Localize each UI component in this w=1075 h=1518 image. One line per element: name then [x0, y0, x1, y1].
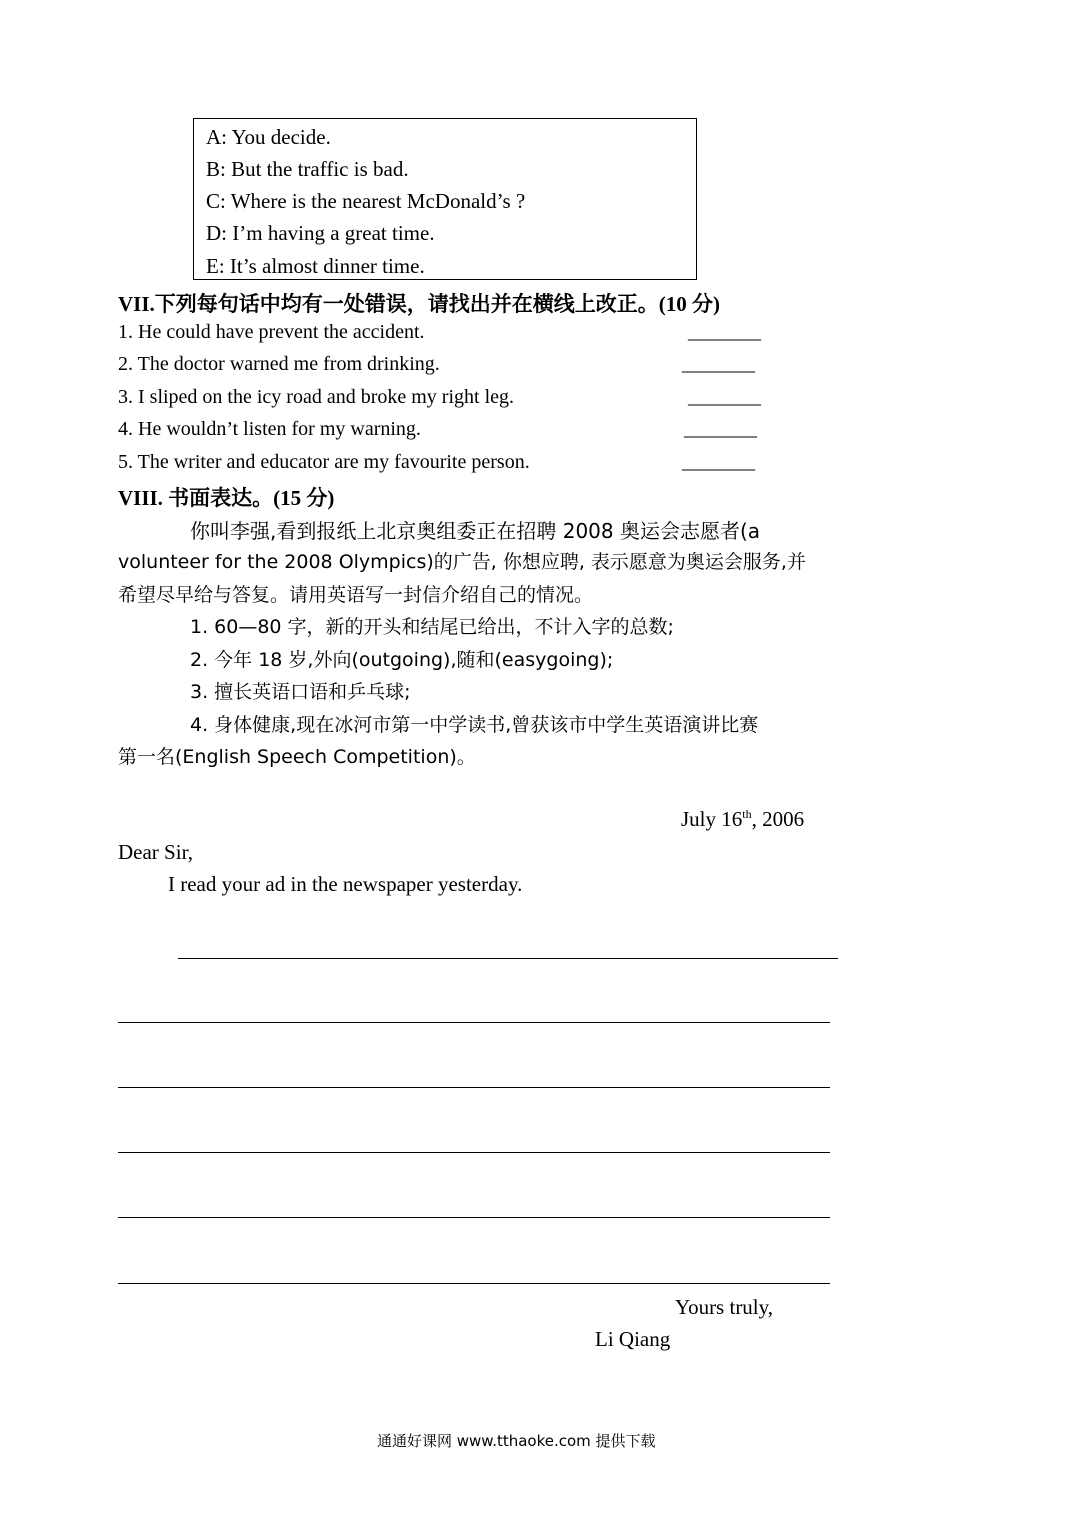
option-e: E: It’s almost dinner time. [206, 254, 425, 278]
date-suffix: , 2006 [751, 807, 805, 831]
answer-blank-1[interactable]: ________ [688, 321, 760, 343]
error-item-3: 3. I sliped on the icy road and broke my right leg. [118, 386, 515, 408]
requirement-4-line-1: 4. 身体健康,现在冰河市第一中学读书,曾获该市中学生英语演讲比赛 [190, 714, 759, 736]
error-item-2: 2. The doctor warned me from drinking. [118, 353, 440, 375]
writing-line-2[interactable] [118, 1022, 830, 1023]
writing-line-6[interactable] [118, 1283, 830, 1284]
answer-blank-3[interactable]: ________ [688, 386, 760, 408]
error-item-5: 5. The writer and educator are my favourite person. [118, 451, 530, 473]
option-d: D: I’m having a great time. [206, 221, 435, 245]
section7-heading: VII.下列每句话中均有一处错误，请找出并在横线上改正。(10 分) [118, 292, 720, 316]
writing-line-1[interactable] [178, 958, 838, 959]
intro-line-2: volunteer for the 2008 Olympics)的广告, 你想应聘, 表示愿意为奥运会服务,并 [118, 551, 806, 573]
requirement-1: 1. 60—80 字，新的开头和结尾已给出，不计入字的总数; [190, 616, 674, 638]
letter-date [681, 807, 804, 832]
option-b: B: But the traffic is bad. [206, 157, 409, 181]
error-item-1: 1. He could have prevent the accident. [118, 321, 425, 343]
answer-blank-5[interactable]: ________ [682, 451, 754, 473]
section8-heading: VIII. 书面表达。(15 分) [118, 486, 335, 510]
date-prefix: July 16 [681, 807, 743, 831]
requirement-4-line-2: 第一名(English Speech Competition)。 [118, 746, 476, 768]
letter-opening: I read your ad in the newspaper yesterday. [168, 872, 523, 896]
option-a: A: You decide. [206, 125, 331, 149]
answer-blank-4[interactable]: ________ [684, 418, 756, 440]
letter-closing: Yours truly, [675, 1295, 774, 1319]
requirement-2: 2. 今年 18 岁,外向(outgoing),随和(easygoing); [190, 649, 614, 671]
options-box [193, 118, 697, 280]
letter-signature: Li Qiang [595, 1327, 671, 1351]
requirement-3: 3. 擅长英语口语和乒乓球; [190, 681, 411, 703]
writing-line-3[interactable] [118, 1087, 830, 1088]
page-footer: 通通好课网 www.tthaoke.com 提供下载 [377, 1432, 656, 1450]
writing-line-4[interactable] [118, 1152, 830, 1153]
answer-blank-2[interactable]: ________ [682, 353, 754, 375]
intro-line-3: 希望尽早给与答复。请用英语写一封信介绍自己的情况。 [118, 584, 594, 606]
intro-line-1: 你叫李强,看到报纸上北京奥组委正在招聘 2008 奥运会志愿者(a [190, 519, 761, 543]
letter-salutation: Dear Sir, [118, 840, 193, 864]
error-item-4: 4. He wouldn’t listen for my warning. [118, 418, 421, 440]
writing-line-5[interactable] [118, 1217, 830, 1218]
date-sup: th [742, 807, 752, 821]
option-c: C: Where is the nearest McDonald’s ? [206, 189, 526, 213]
